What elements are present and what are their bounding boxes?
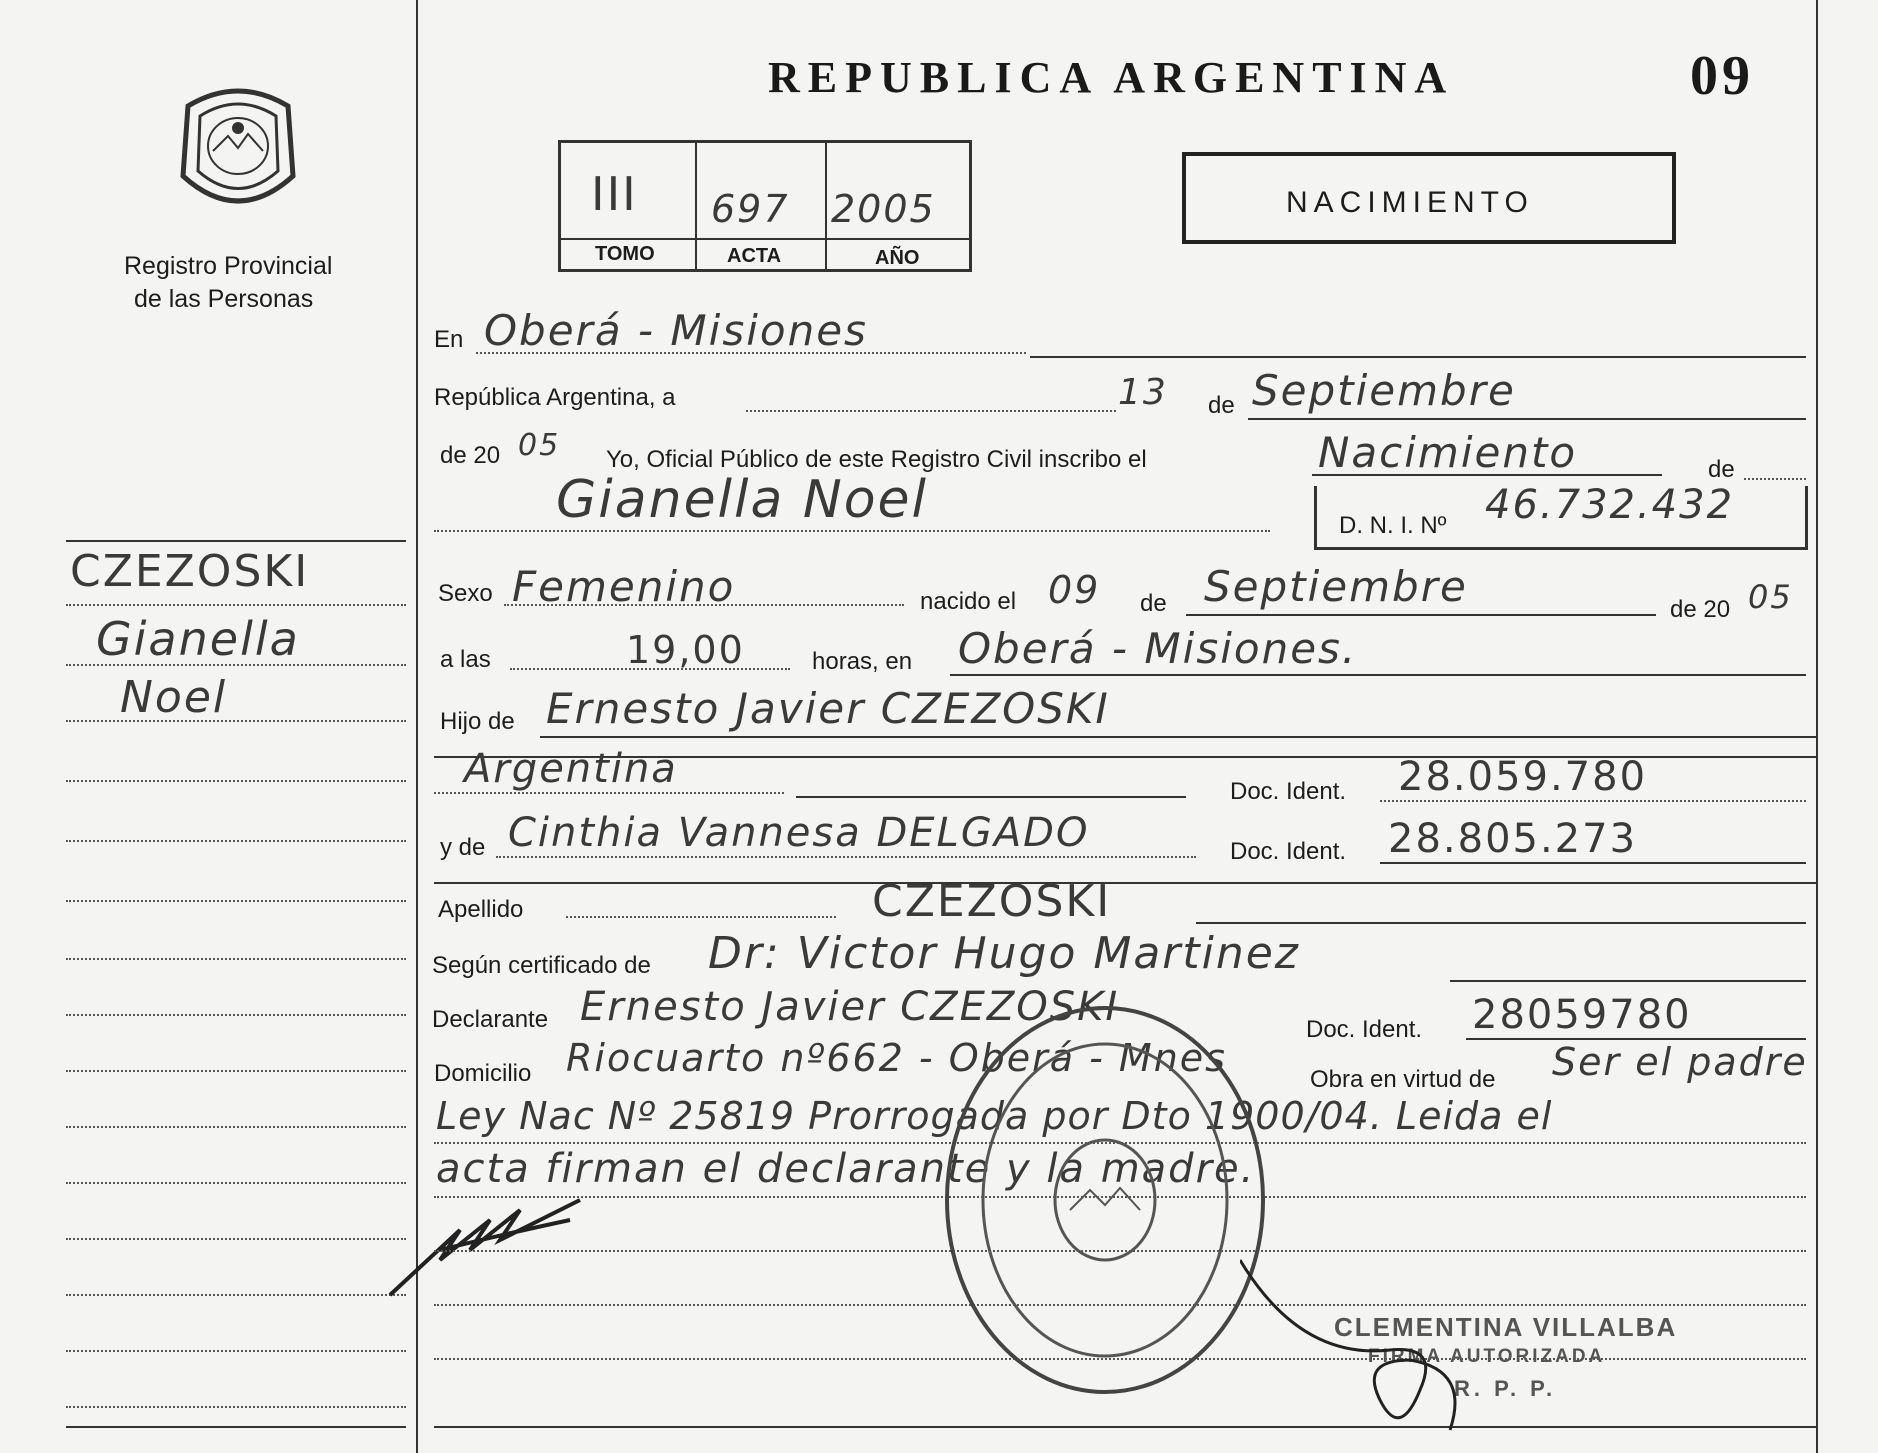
value-apellido: CZEZOSKI [872, 876, 1112, 927]
label-hijo-de: Hijo de [440, 708, 515, 735]
label-yo-oficial: Yo, Oficial Público de este Registro Civil inscribo el [606, 446, 1147, 473]
value-dni: 46.732.432 [1485, 482, 1735, 528]
value-dia-inscripcion: 13 [1118, 372, 1168, 413]
right-border [1816, 0, 1818, 1453]
label-dni: D. N. I. Nº [1339, 512, 1447, 539]
value-doc-madre: 28.805.273 [1388, 816, 1638, 862]
label-doc-ident3: Doc. Ident. [1306, 1016, 1423, 1043]
stamp-signer-name: CLEMENTINA VILLALBA [1334, 1312, 1678, 1342]
page-number: 09 [1690, 45, 1754, 107]
acta-value: 697 [711, 187, 790, 231]
label-horas-en: horas, en [812, 648, 913, 675]
value-mes-nacimiento: Septiembre [1204, 562, 1468, 611]
value-madre: Cinthia Vannesa DELGADO [508, 810, 1090, 856]
tomo-label: TOMO [595, 243, 655, 265]
value-certificado: Dr: Victor Hugo Martinez [708, 928, 1300, 979]
label-doc-ident1: Doc. Ident. [1230, 778, 1347, 805]
value-dia-nacimiento: 09 [1048, 568, 1101, 612]
value-lugar-nacimiento: Oberá - Misiones. [958, 624, 1358, 673]
ano-value: 2005 [831, 187, 936, 231]
label-de2: de [1708, 456, 1735, 483]
value-lugar: Oberá - Misiones [484, 306, 868, 355]
margin-name2: Noel [120, 672, 228, 723]
stamp-office: R. P. P. [1454, 1376, 1557, 1401]
official-signature-icon [1240, 1240, 1470, 1440]
label-declarante: Declarante [432, 1006, 549, 1033]
label-nacido-el: nacido el [920, 588, 1017, 615]
record-box [558, 140, 972, 272]
ano-label: AÑO [875, 247, 920, 269]
label-de: de [1208, 392, 1235, 419]
registry-name-line1: Registro Provincial [124, 252, 333, 280]
label-segun: Según certificado de [432, 952, 651, 979]
declarant-signature-icon [380, 1180, 620, 1300]
label-doc-ident2: Doc. Ident. [1230, 838, 1347, 865]
official-oval-stamp-icon [940, 1000, 1270, 1400]
value-sexo: Femenino [512, 562, 736, 611]
label-de-20: de 20 [440, 442, 501, 469]
value-domicilio: Riocuarto nº662 - Oberá - Mnes [566, 1036, 1227, 1080]
value-observacion1: Ley Nac Nº 25819 Prorrogada por Dto 1900/04. Leida el [436, 1094, 1553, 1138]
provincial-seal-icon [168, 76, 308, 221]
value-obra: Ser el padre [1552, 1040, 1808, 1084]
label-a-las: a las [440, 646, 491, 673]
value-nacionalidad-padre: Argentina [464, 746, 678, 792]
label-republica: República Argentina, a [434, 384, 676, 411]
value-doc-padre: 28.059.780 [1398, 754, 1648, 800]
margin-name1: Gianella [96, 612, 300, 666]
label-y-de: y de [440, 834, 486, 861]
stamp-role: FIRMA AUTORIZADA [1368, 1346, 1606, 1367]
margin-surname: CZEZOSKI [70, 546, 310, 597]
value-mes-inscripcion: Septiembre [1252, 366, 1516, 415]
registry-name-line2: de las Personas [134, 285, 314, 313]
value-declarante: Ernesto Javier CZEZOSKI [580, 984, 1120, 1030]
value-anio-nacimiento: 05 [1748, 578, 1793, 616]
value-anio-inscripcion: 05 [518, 428, 561, 463]
country-title: REPUBLICA ARGENTINA [768, 53, 1455, 102]
label-apellido: Apellido [438, 896, 524, 923]
value-doc-declarante: 28059780 [1472, 992, 1692, 1038]
value-observacion2: acta firman el declarante y la madre. [436, 1146, 1256, 1192]
value-hora: 19,00 [626, 628, 745, 672]
label-obra: Obra en virtud de [1310, 1066, 1496, 1093]
value-nombre: Gianella Noel [556, 470, 928, 530]
label-de3: de [1140, 590, 1167, 617]
dni-box [1314, 482, 1808, 550]
label-en: En [434, 326, 464, 353]
value-padre: Ernesto Javier CZEZOSKI [546, 684, 1110, 733]
value-acto: Nacimiento [1318, 428, 1578, 477]
tomo-value: III [591, 167, 638, 221]
label-sexo: Sexo [438, 580, 493, 607]
act-type-box [1182, 152, 1676, 244]
label-de-20b: de 20 [1670, 596, 1731, 623]
label-domicilio: Domicilio [434, 1060, 532, 1087]
act-type-label: NACIMIENTO [1286, 186, 1534, 219]
acta-label: ACTA [727, 245, 782, 267]
